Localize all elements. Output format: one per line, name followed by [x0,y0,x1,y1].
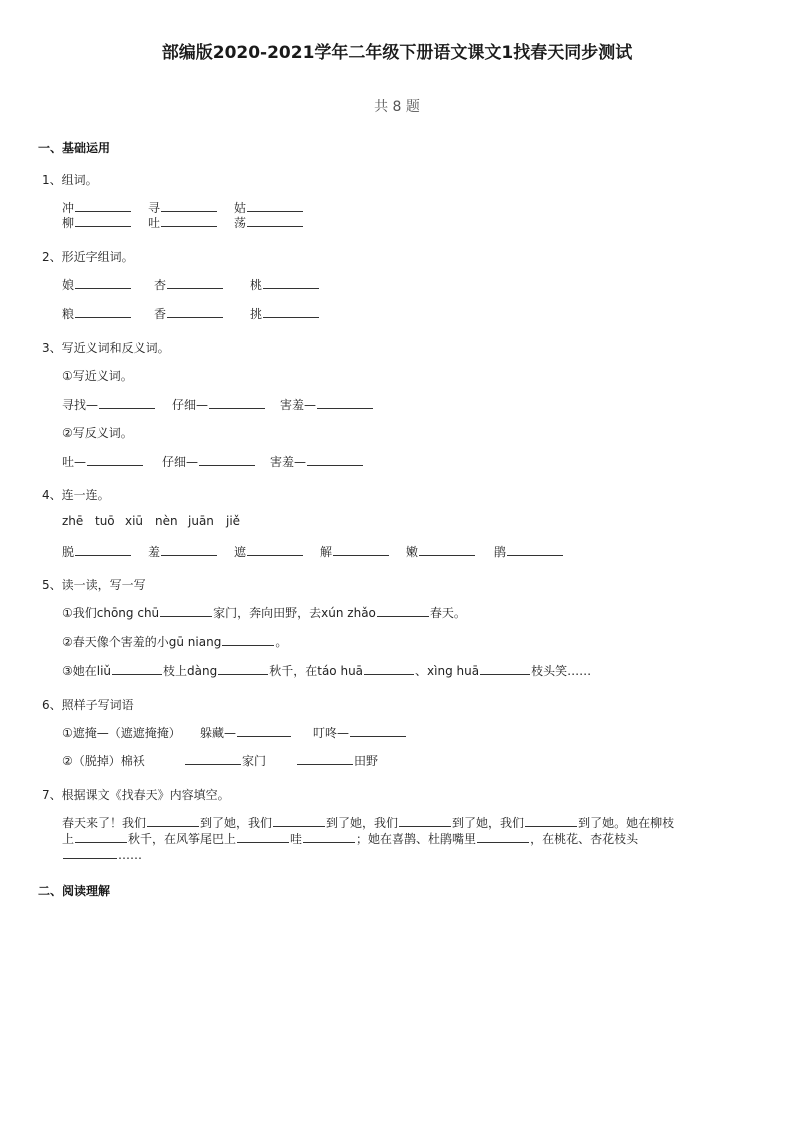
answer-blank[interactable] [237,724,291,737]
q7-text: 上 [62,832,75,846]
q5-line-3 [62,662,591,679]
q6-word: 叮咚— [313,726,350,740]
q5-text: 春天。 [429,606,466,620]
q3-word: 吐— [62,455,87,469]
answer-blank[interactable] [263,305,319,318]
answer-blank[interactable] [63,846,117,859]
q7-text: 秋千，在风筝尾巴上 [128,832,237,846]
q7-text: 哇 [290,832,303,846]
q5-text: 枝上dàng [163,664,218,678]
answer-blank[interactable] [75,214,131,227]
answer-blank[interactable] [218,662,268,675]
q7-line-3 [62,846,142,862]
answer-blank[interactable] [167,276,223,289]
q6-word: 田野 [354,754,379,768]
q7-text: 春天来了！我们 [62,816,147,830]
q5-text: 枝头笑…… [531,664,592,678]
q7-text: ；她在喜鹊、杜鹃嘴里 [356,832,477,846]
answer-blank[interactable] [75,830,127,843]
q5-text: ①我们chōng chū [62,606,160,620]
answer-blank[interactable] [297,752,353,765]
answer-blank[interactable] [160,604,212,617]
q2-char: 香 [154,307,167,321]
q4-char[interactable]: 羞 [148,545,161,559]
answer-blank[interactable] [273,814,325,827]
question-count: 共 8 题 [374,99,420,115]
q5-text: ②春天像个害羞的小gū niang [62,635,222,649]
answer-blank[interactable] [303,830,355,843]
answer-blank[interactable] [99,396,155,409]
q7-line-1 [62,814,674,831]
q1-char: 冲 [62,201,75,215]
q1-row-2 [62,214,304,231]
q3-row-2 [62,453,364,470]
answer-blank[interactable] [75,276,131,289]
question-1-label: 1、组词。 [42,173,98,187]
answer-blank[interactable] [399,814,451,827]
answer-blank[interactable] [480,662,530,675]
q3-word: 仔细— [162,455,199,469]
q6-word: 家门 [242,754,267,768]
q7-text: 到了她，我们 [200,816,273,830]
q5-line-1 [62,604,466,621]
answer-blank[interactable] [247,543,303,556]
answer-blank[interactable] [147,814,199,827]
answer-blank[interactable] [185,752,241,765]
q1-char: 荡 [234,216,247,230]
q3-word: 害羞— [280,398,317,412]
question-6-label: 6、照样子写词语 [42,698,134,712]
answer-blank[interactable] [477,830,529,843]
answer-blank[interactable] [161,214,217,227]
q5-text: 。 [275,635,288,649]
q2-char: 挑 [250,307,263,321]
q2-char: 娘 [62,278,75,292]
answer-blank[interactable] [507,543,563,556]
question-4-label: 4、连一连。 [42,488,110,502]
answer-blank[interactable] [364,662,414,675]
answer-blank[interactable] [75,199,131,212]
q6-example: ②（脱掉）棉袄 [62,754,145,768]
q7-text: ，在桃花、杏花枝头 [530,832,639,846]
question-5-label: 5、读一读，写一写 [42,578,146,592]
question-2-label: 2、形近字组词。 [42,250,134,264]
answer-blank[interactable] [350,724,406,737]
question-7-label: 7、根据课文《找春天》内容填空。 [42,788,230,802]
answer-blank[interactable] [247,214,303,227]
q7-text: …… [118,848,142,862]
q5-text: ③她在liǔ [62,664,112,678]
q7-text: 到了她，我们 [326,816,399,830]
answer-blank[interactable] [112,662,162,675]
answer-blank[interactable] [525,814,577,827]
q1-char: 吐 [148,216,161,230]
pinyin-option[interactable]: tuō [95,514,115,528]
answer-blank[interactable] [161,543,217,556]
q2-char: 粮 [62,307,75,321]
q3-word: 害羞— [270,455,307,469]
q1-char: 姑 [234,201,247,215]
q3-row-1 [62,396,374,413]
answer-blank[interactable] [87,453,143,466]
q4-pinyin-row[interactable] [62,514,240,528]
q7-line-2 [62,830,638,847]
answer-blank[interactable] [333,543,389,556]
q5-text: 秋千，在táo huā [269,664,364,678]
q2-char: 桃 [250,278,263,292]
q1-char: 柳 [62,216,75,230]
q5-line-2 [62,633,287,650]
q4-char[interactable]: 鹃 [494,545,507,559]
q4-char-row [62,543,564,560]
page-title: 部编版2020-2021学年二年级下册语文课文1找春天同步测试 [161,43,633,63]
q4-char[interactable]: 解 [320,545,333,559]
answer-blank[interactable] [167,305,223,318]
q2-row-2 [62,305,320,322]
answer-blank[interactable] [209,396,265,409]
q5-text: 家门，奔向田野，去xún zhǎo [213,606,376,620]
answer-blank[interactable] [199,453,255,466]
pinyin-option[interactable]: juān [188,514,214,528]
q4-char[interactable]: 遮 [234,545,247,559]
q4-char[interactable]: 脱 [62,545,75,559]
answer-blank[interactable] [263,276,319,289]
q5-text: 、xìng huā [415,664,480,678]
q2-row-1 [62,276,320,293]
answer-blank[interactable] [237,830,289,843]
q3-sub-1: ①写近义词。 [62,369,133,383]
pinyin-option[interactable]: zhē [62,514,84,528]
q3-word: 寻找— [62,398,99,412]
pinyin-option[interactable]: nèn [155,514,178,528]
q7-text: 到了她，我们 [452,816,525,830]
answer-blank[interactable] [317,396,373,409]
q4-char[interactable]: 嫩 [406,545,419,559]
answer-blank[interactable] [247,199,303,212]
answer-blank[interactable] [377,604,429,617]
q6-example: ①遮掩—（遮遮掩掩） [62,726,181,740]
answer-blank[interactable] [307,453,363,466]
answer-blank[interactable] [419,543,475,556]
q3-word: 仔细— [172,398,209,412]
section-heading-reading: 二、阅读理解 [38,884,111,898]
section-heading-basic: 一、基础运用 [38,141,111,155]
pinyin-option[interactable]: jiě [226,514,241,528]
q6-line-1 [62,724,407,741]
q6-line-2 [62,752,378,769]
pinyin-option[interactable]: xiū [125,514,144,528]
q3-sub-2: ②写反义词。 [62,426,133,440]
q7-text: 到了她。她在柳枝 [578,816,675,830]
answer-blank[interactable] [222,633,274,646]
question-3-label: 3、写近义词和反义词。 [42,341,170,355]
answer-blank[interactable] [161,199,217,212]
q2-char: 杏 [154,278,167,292]
q1-char: 寻 [148,201,161,215]
q6-word: 躲藏— [200,726,237,740]
answer-blank[interactable] [75,305,131,318]
answer-blank[interactable] [75,543,131,556]
